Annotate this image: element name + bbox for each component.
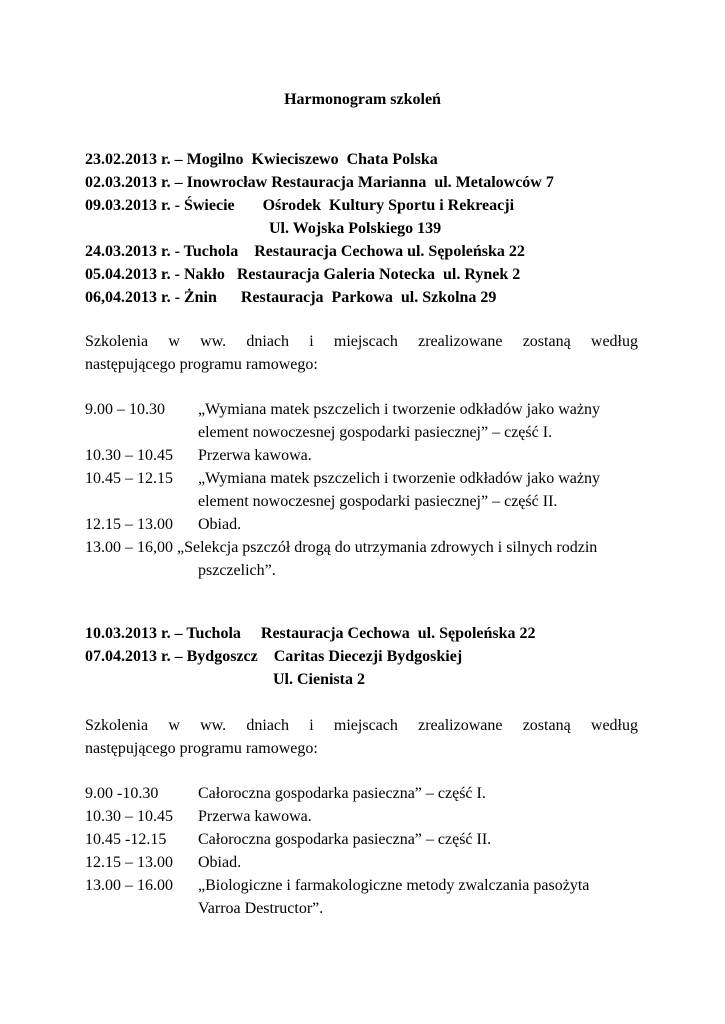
schedule-desc: Obiad. [198, 516, 242, 533]
intro-line: następującego programu ramowego: [85, 356, 318, 373]
schedule-desc: „Biologiczne i farmakologiczne metody zwalczania pasożyta [198, 877, 590, 894]
schedule-1 [85, 398, 645, 582]
schedule-desc-cont: element nowoczesnej gospodarki pasiecznej” – część I. [198, 424, 553, 441]
location-line: 06,04.2013 r. - Żnin Restauracja Parkowa ul. Szkolna 29 [85, 289, 497, 306]
document-title: Harmonogram szkoleń [284, 91, 441, 108]
schedule-row [85, 828, 645, 851]
schedule-row [85, 398, 645, 421]
intro-line: Szkolenia w ww. dniach i miejscach zrealizowane zostaną według [85, 333, 638, 350]
intro-paragraph-2 [85, 714, 638, 760]
intro-line: Szkolenia w ww. dniach i miejscach zrealizowane zostaną według [85, 717, 638, 734]
schedule-row [85, 805, 645, 828]
schedule-time: 10.30 – 10.45 [85, 808, 173, 825]
location-line: Ul. Wojska Polskiego 139 [85, 220, 442, 237]
schedule-desc: Całoroczna gospodarka pasieczna” – część I. [198, 785, 486, 802]
schedule-desc: „Selekcja pszczół drogą do utrzymania zdrowych i silnych rodzin [177, 539, 598, 556]
schedule-desc: Obiad. [198, 854, 242, 871]
schedule-row [85, 513, 645, 536]
schedule-time: 10.45 – 12.15 [85, 470, 173, 487]
location-line: 09.03.2013 r. - Świecie Ośrodek Kultury Sportu i Rekreacji [85, 197, 515, 214]
location-line: Ul. Cienista 2 [85, 671, 365, 688]
location-line: 23.02.2013 r. – Mogilno Kwieciszewo Chata Polska [85, 151, 438, 168]
location-line: 05.04.2013 r. - Nakło Restauracja Galeria Notecka ul. Rynek 2 [85, 266, 521, 283]
schedule-row [85, 874, 645, 897]
schedule-time: 12.15 – 13.00 [85, 854, 173, 871]
location-line: 10.03.2013 r. – Tuchola Restauracja Cechowa ul. Sępoleńska 22 [85, 625, 536, 642]
schedule-desc: Przerwa kawowa. [198, 808, 312, 825]
schedule-time: 13.00 – 16,00 [85, 539, 177, 556]
schedule-row [85, 467, 645, 490]
intro-line: następującego programu ramowego: [85, 740, 318, 757]
intro-paragraph-1 [85, 330, 638, 376]
schedule-time: 9.00 -10.30 [85, 785, 159, 802]
schedule-desc: „Wymiana matek pszczelich i tworzenie odkładów jako ważny [198, 401, 600, 418]
schedule-desc: Całoroczna gospodarka pasieczna” – część II. [198, 831, 492, 848]
schedule-desc: Przerwa kawowa. [198, 447, 312, 464]
schedule-desc-cont: element nowoczesnej gospodarki pasiecznej” – część II. [198, 493, 558, 510]
schedule-time: 12.15 – 13.00 [85, 516, 173, 533]
schedule-row [85, 444, 645, 467]
schedule-time: 9.00 – 10.30 [85, 401, 165, 418]
schedule-row [85, 851, 645, 874]
schedule-desc: „Wymiana matek pszczelich i tworzenie odkładów jako ważny [198, 470, 600, 487]
location-line: 07.04.2013 r. – Bydgoszcz Caritas Diecezji Bydgoskiej [85, 648, 463, 665]
schedule-2 [85, 782, 645, 920]
schedule-row [85, 782, 645, 805]
schedule-time: 10.45 -12.15 [85, 831, 167, 848]
locations-group-1 [85, 148, 554, 309]
schedule-desc-cont: pszczelich”. [198, 562, 276, 579]
location-line: 02.03.2013 r. – Inowrocław Restauracja Marianna ul. Metalowców 7 [85, 174, 554, 191]
location-line: 24.03.2013 r. - Tuchola Restauracja Cechowa ul. Sępoleńska 22 [85, 243, 525, 260]
locations-group-2 [85, 622, 536, 691]
schedule-desc-cont: Varroa Destructor”. [198, 900, 324, 917]
schedule-time: 13.00 – 16.00 [85, 877, 173, 894]
schedule-row [85, 536, 645, 559]
schedule-time: 10.30 – 10.45 [85, 447, 173, 464]
